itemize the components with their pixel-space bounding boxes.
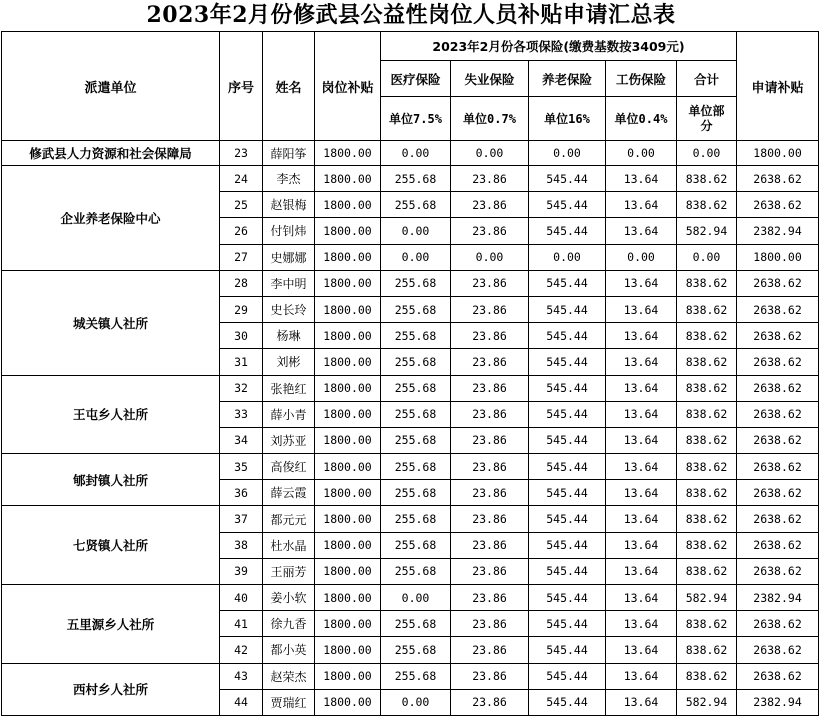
- cell-post-subsidy: 1800.00: [315, 296, 381, 322]
- cell-pension: 545.44: [529, 270, 606, 296]
- cell-name: 王丽芳: [263, 558, 315, 584]
- cell-injury: 13.64: [606, 637, 677, 663]
- header-post-subsidy: 岗位补贴: [315, 32, 381, 141]
- cell-name: 张艳红: [263, 375, 315, 401]
- cell-total: 838.62: [677, 166, 737, 192]
- cell-apply: 2638.62: [737, 558, 819, 584]
- header-medical: 医疗保险: [381, 61, 451, 97]
- cell-injury: 13.64: [606, 192, 677, 218]
- cell-apply: 2638.62: [737, 166, 819, 192]
- cell-unemployment: 23.86: [451, 270, 529, 296]
- cell-unemployment: 23.86: [451, 558, 529, 584]
- cell-pension: 545.44: [529, 323, 606, 349]
- cell-pension: 545.44: [529, 454, 606, 480]
- cell-post-subsidy: 1800.00: [315, 480, 381, 506]
- cell-injury: 13.64: [606, 663, 677, 689]
- cell-total: 838.62: [677, 532, 737, 558]
- cell-pension: 545.44: [529, 349, 606, 375]
- cell-unit: 七贤镇人社所: [2, 506, 220, 585]
- cell-medical: 255.68: [381, 375, 451, 401]
- cell-unit: 企业养老保险中心: [2, 166, 220, 271]
- cell-name: 刘苏亚: [263, 427, 315, 453]
- cell-name: 姜小软: [263, 585, 315, 611]
- cell-name: 都元元: [263, 506, 315, 532]
- cell-post-subsidy: 1800.00: [315, 349, 381, 375]
- cell-post-subsidy: 1800.00: [315, 270, 381, 296]
- cell-unemployment: 23.86: [451, 663, 529, 689]
- subsidy-table: [1, 31, 819, 716]
- cell-post-subsidy: 1800.00: [315, 244, 381, 270]
- cell-seq: 31: [220, 349, 263, 375]
- cell-unemployment: 23.86: [451, 296, 529, 322]
- cell-name: 史长玲: [263, 296, 315, 322]
- cell-name: 薛云霞: [263, 480, 315, 506]
- cell-apply: 2638.62: [737, 454, 819, 480]
- cell-seq: 44: [220, 689, 263, 715]
- cell-unemployment: 23.86: [451, 532, 529, 558]
- cell-name: 贾瑞红: [263, 689, 315, 715]
- cell-injury: 13.64: [606, 218, 677, 244]
- cell-medical: 0.00: [381, 218, 451, 244]
- cell-seq: 36: [220, 480, 263, 506]
- cell-pension: 545.44: [529, 637, 606, 663]
- header-unemployment: 失业保险: [451, 61, 529, 97]
- table-row: [2, 454, 819, 480]
- cell-medical: 255.68: [381, 166, 451, 192]
- cell-post-subsidy: 1800.00: [315, 663, 381, 689]
- cell-seq: 24: [220, 166, 263, 192]
- cell-apply: 2638.62: [737, 532, 819, 558]
- cell-medical: 255.68: [381, 663, 451, 689]
- cell-injury: 13.64: [606, 375, 677, 401]
- cell-total: 0.00: [677, 244, 737, 270]
- cell-medical: 255.68: [381, 192, 451, 218]
- cell-total: 838.62: [677, 323, 737, 349]
- cell-medical: 255.68: [381, 480, 451, 506]
- header-pension-rate: 单位16%: [529, 97, 606, 141]
- header-insurance-group: 2023年2月份各项保险(缴费基数按3409元): [381, 32, 737, 61]
- cell-medical: 255.68: [381, 558, 451, 584]
- cell-post-subsidy: 1800.00: [315, 689, 381, 715]
- cell-seq: 28: [220, 270, 263, 296]
- cell-injury: 13.64: [606, 532, 677, 558]
- cell-unit: 修武县人力资源和社会保障局: [2, 141, 220, 166]
- cell-seq: 43: [220, 663, 263, 689]
- cell-medical: 0.00: [381, 689, 451, 715]
- cell-post-subsidy: 1800.00: [315, 532, 381, 558]
- cell-total: 582.94: [677, 218, 737, 244]
- cell-medical: 255.68: [381, 401, 451, 427]
- cell-medical: 255.68: [381, 506, 451, 532]
- cell-apply: 2382.94: [737, 218, 819, 244]
- cell-post-subsidy: 1800.00: [315, 454, 381, 480]
- cell-seq: 40: [220, 585, 263, 611]
- cell-pension: 545.44: [529, 585, 606, 611]
- cell-total: 838.62: [677, 349, 737, 375]
- table-row: [2, 166, 819, 192]
- cell-name: 赵银梅: [263, 192, 315, 218]
- cell-injury: 13.64: [606, 558, 677, 584]
- cell-pension: 0.00: [529, 244, 606, 270]
- cell-apply: 2638.62: [737, 296, 819, 322]
- header-apply: 申请补贴: [737, 32, 819, 141]
- cell-seq: 39: [220, 558, 263, 584]
- cell-pension: 545.44: [529, 166, 606, 192]
- cell-apply: 2638.62: [737, 323, 819, 349]
- cell-unemployment: 23.86: [451, 611, 529, 637]
- cell-total: 838.62: [677, 270, 737, 296]
- cell-seq: 33: [220, 401, 263, 427]
- cell-name: 刘彬: [263, 349, 315, 375]
- cell-total: 838.62: [677, 637, 737, 663]
- cell-seq: 42: [220, 637, 263, 663]
- cell-injury: 13.64: [606, 349, 677, 375]
- cell-injury: 13.64: [606, 401, 677, 427]
- cell-post-subsidy: 1800.00: [315, 192, 381, 218]
- cell-unit: 西村乡人社所: [2, 663, 220, 715]
- header-pension: 养老保险: [529, 61, 606, 97]
- cell-post-subsidy: 1800.00: [315, 611, 381, 637]
- table-body: [2, 141, 819, 716]
- cell-unemployment: 23.86: [451, 637, 529, 663]
- cell-medical: 255.68: [381, 611, 451, 637]
- cell-injury: 13.64: [606, 506, 677, 532]
- cell-pension: 545.44: [529, 480, 606, 506]
- cell-medical: 255.68: [381, 270, 451, 296]
- cell-injury: 13.64: [606, 454, 677, 480]
- cell-medical: 255.68: [381, 296, 451, 322]
- cell-pension: 545.44: [529, 558, 606, 584]
- cell-unemployment: 23.86: [451, 480, 529, 506]
- cell-total: 838.62: [677, 401, 737, 427]
- cell-name: 史娜娜: [263, 244, 315, 270]
- cell-total: 838.62: [677, 375, 737, 401]
- cell-seq: 30: [220, 323, 263, 349]
- cell-apply: 2638.62: [737, 506, 819, 532]
- cell-unemployment: 23.86: [451, 401, 529, 427]
- cell-seq: 25: [220, 192, 263, 218]
- cell-medical: 255.68: [381, 323, 451, 349]
- cell-pension: 0.00: [529, 141, 606, 166]
- table-row: [2, 270, 819, 296]
- cell-seq: 29: [220, 296, 263, 322]
- cell-total: 0.00: [677, 141, 737, 166]
- cell-apply: 2638.62: [737, 427, 819, 453]
- cell-post-subsidy: 1800.00: [315, 166, 381, 192]
- cell-seq: 26: [220, 218, 263, 244]
- cell-injury: 13.64: [606, 585, 677, 611]
- cell-post-subsidy: 1800.00: [315, 375, 381, 401]
- header-injury-rate: 单位0.4%: [606, 97, 677, 141]
- cell-pension: 545.44: [529, 506, 606, 532]
- cell-unemployment: 23.86: [451, 689, 529, 715]
- cell-pension: 545.44: [529, 427, 606, 453]
- cell-apply: 2638.62: [737, 349, 819, 375]
- cell-injury: 13.64: [606, 427, 677, 453]
- cell-unit: 郇封镇人社所: [2, 454, 220, 506]
- page-title: 2023年2月份修武县公益性岗位人员补贴申请汇总表: [146, 2, 676, 28]
- cell-seq: 23: [220, 141, 263, 166]
- cell-apply: 2638.62: [737, 637, 819, 663]
- cell-apply: 1800.00: [737, 141, 819, 166]
- cell-post-subsidy: 1800.00: [315, 506, 381, 532]
- cell-medical: 0.00: [381, 585, 451, 611]
- cell-injury: 13.64: [606, 611, 677, 637]
- cell-apply: 2382.94: [737, 689, 819, 715]
- cell-apply: 2638.62: [737, 192, 819, 218]
- table-header: [2, 32, 819, 141]
- cell-name: 赵荣杰: [263, 663, 315, 689]
- cell-total: 838.62: [677, 506, 737, 532]
- cell-total: 838.62: [677, 427, 737, 453]
- cell-name: 高俊红: [263, 454, 315, 480]
- cell-total: 582.94: [677, 689, 737, 715]
- cell-injury: 13.64: [606, 480, 677, 506]
- cell-apply: 2638.62: [737, 480, 819, 506]
- cell-unemployment: 23.86: [451, 427, 529, 453]
- cell-injury: 13.64: [606, 166, 677, 192]
- cell-name: 薛小青: [263, 401, 315, 427]
- cell-total: 838.62: [677, 611, 737, 637]
- cell-unemployment: 0.00: [451, 141, 529, 166]
- cell-name: 李杰: [263, 166, 315, 192]
- cell-unit: 城关镇人社所: [2, 270, 220, 375]
- cell-injury: 13.64: [606, 323, 677, 349]
- cell-name: 杜水晶: [263, 532, 315, 558]
- header-total-part-text: 单位部分: [688, 103, 725, 133]
- cell-pension: 545.44: [529, 532, 606, 558]
- cell-post-subsidy: 1800.00: [315, 585, 381, 611]
- table-row: [2, 141, 819, 166]
- cell-name: 李中明: [263, 270, 315, 296]
- cell-seq: 27: [220, 244, 263, 270]
- cell-unemployment: 23.86: [451, 375, 529, 401]
- cell-name: 都小英: [263, 637, 315, 663]
- cell-apply: 2382.94: [737, 585, 819, 611]
- cell-injury: 13.64: [606, 296, 677, 322]
- cell-injury: 13.64: [606, 270, 677, 296]
- cell-post-subsidy: 1800.00: [315, 218, 381, 244]
- cell-injury: 0.00: [606, 244, 677, 270]
- header-seq: 序号: [220, 32, 263, 141]
- cell-medical: 0.00: [381, 141, 451, 166]
- cell-seq: 32: [220, 375, 263, 401]
- cell-unemployment: 23.86: [451, 506, 529, 532]
- cell-total: 582.94: [677, 585, 737, 611]
- cell-medical: 255.68: [381, 349, 451, 375]
- cell-injury: 0.00: [606, 141, 677, 166]
- cell-seq: 38: [220, 532, 263, 558]
- cell-apply: 2638.62: [737, 375, 819, 401]
- header-injury: 工伤保险: [606, 61, 677, 97]
- cell-apply: 2638.62: [737, 663, 819, 689]
- cell-pension: 545.44: [529, 663, 606, 689]
- header-unemployment-rate: 单位0.7%: [451, 97, 529, 141]
- cell-unit: 王屯乡人社所: [2, 375, 220, 454]
- cell-post-subsidy: 1800.00: [315, 637, 381, 663]
- cell-apply: 1800.00: [737, 244, 819, 270]
- table-row: [2, 506, 819, 532]
- cell-post-subsidy: 1800.00: [315, 558, 381, 584]
- cell-post-subsidy: 1800.00: [315, 141, 381, 166]
- header-medical-rate: 单位7.5%: [381, 97, 451, 141]
- cell-unemployment: 23.86: [451, 454, 529, 480]
- cell-pension: 545.44: [529, 375, 606, 401]
- cell-post-subsidy: 1800.00: [315, 401, 381, 427]
- cell-injury: 13.64: [606, 689, 677, 715]
- cell-unemployment: 23.86: [451, 192, 529, 218]
- cell-unemployment: 23.86: [451, 218, 529, 244]
- cell-seq: 41: [220, 611, 263, 637]
- header-total-part: [677, 97, 737, 141]
- cell-pension: 545.44: [529, 218, 606, 244]
- cell-name: 薛阳筝: [263, 141, 315, 166]
- table-row: [2, 663, 819, 689]
- cell-medical: 0.00: [381, 244, 451, 270]
- header-unit: 派遣单位: [2, 32, 220, 141]
- cell-apply: 2638.62: [737, 401, 819, 427]
- cell-medical: 255.68: [381, 637, 451, 663]
- cell-medical: 255.68: [381, 532, 451, 558]
- cell-total: 838.62: [677, 480, 737, 506]
- cell-post-subsidy: 1800.00: [315, 427, 381, 453]
- cell-total: 838.62: [677, 296, 737, 322]
- cell-seq: 35: [220, 454, 263, 480]
- header-total: 合计: [677, 61, 737, 97]
- cell-pension: 545.44: [529, 401, 606, 427]
- cell-unemployment: 23.86: [451, 323, 529, 349]
- cell-name: 付钊炜: [263, 218, 315, 244]
- cell-seq: 34: [220, 427, 263, 453]
- cell-unemployment: 0.00: [451, 244, 529, 270]
- cell-medical: 255.68: [381, 427, 451, 453]
- table-row: [2, 375, 819, 401]
- cell-apply: 2638.62: [737, 611, 819, 637]
- cell-total: 838.62: [677, 192, 737, 218]
- cell-unemployment: 23.86: [451, 166, 529, 192]
- header-name: 姓名: [263, 32, 315, 141]
- cell-apply: 2638.62: [737, 270, 819, 296]
- cell-pension: 545.44: [529, 192, 606, 218]
- cell-medical: 255.68: [381, 454, 451, 480]
- cell-post-subsidy: 1800.00: [315, 323, 381, 349]
- table-row: [2, 585, 819, 611]
- cell-unemployment: 23.86: [451, 349, 529, 375]
- cell-pension: 545.44: [529, 296, 606, 322]
- cell-pension: 545.44: [529, 611, 606, 637]
- cell-seq: 37: [220, 506, 263, 532]
- cell-total: 838.62: [677, 454, 737, 480]
- cell-pension: 545.44: [529, 689, 606, 715]
- cell-unemployment: 23.86: [451, 585, 529, 611]
- cell-total: 838.62: [677, 558, 737, 584]
- cell-total: 838.62: [677, 663, 737, 689]
- cell-unit: 五里源乡人社所: [2, 585, 220, 664]
- cell-name: 杨琳: [263, 323, 315, 349]
- cell-name: 徐九香: [263, 611, 315, 637]
